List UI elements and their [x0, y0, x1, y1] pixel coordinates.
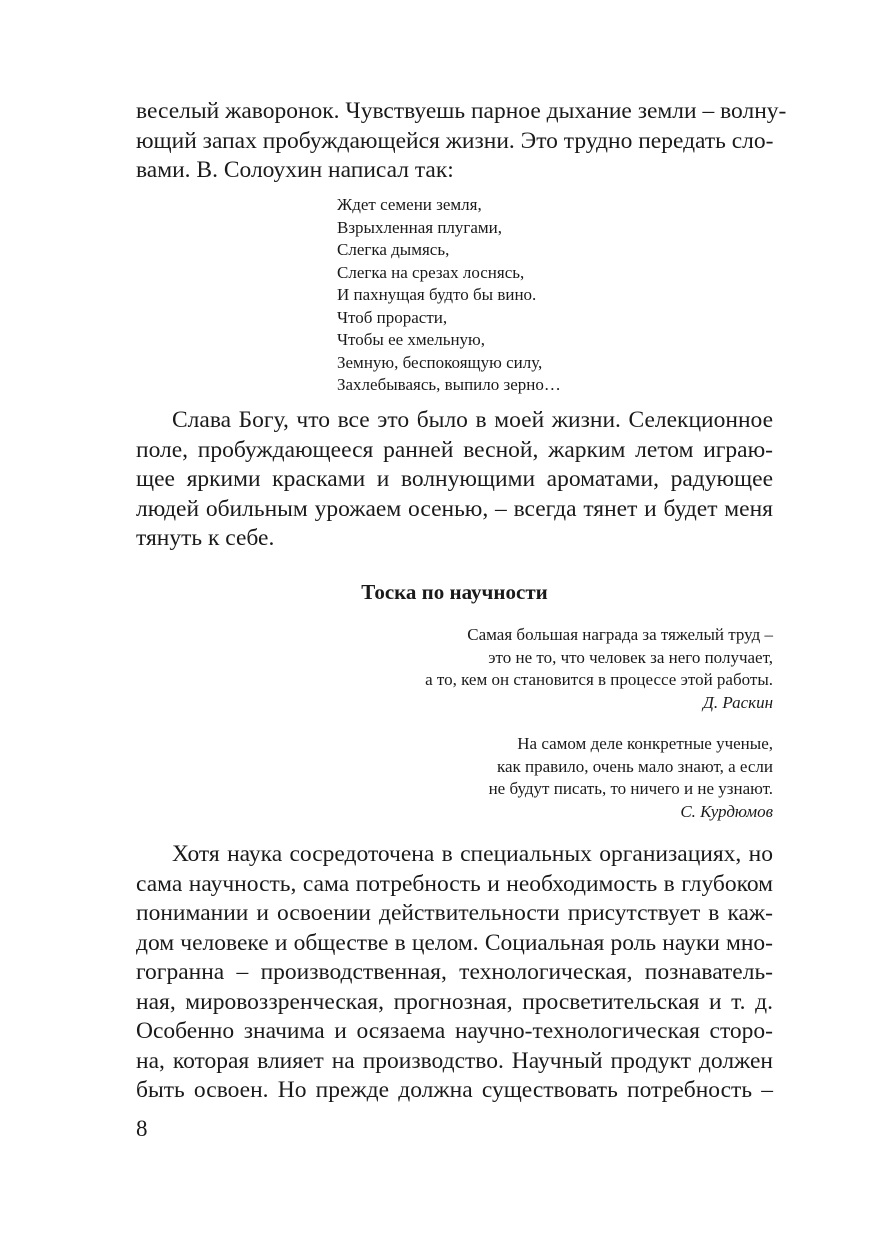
poem-quote [337, 194, 561, 397]
poem-line: И пахнущая будто бы вино. [337, 285, 537, 304]
epigraph-author: Д. Раскин [703, 692, 773, 712]
paragraph-line: понимании и освоении действительности присутствует в каж- [136, 900, 773, 926]
poem-line: Земную, беспокоящую силу, [337, 352, 543, 372]
epigraph-1 [425, 624, 773, 714]
paragraph-line: сама научность, сама потребность и необходимость в глубоком [136, 870, 773, 897]
epigraph-line: как правило, очень мало знают, а если [496, 756, 773, 776]
page-number: 8 [136, 1116, 148, 1141]
paragraph-1 [136, 97, 787, 186]
poem-line: Захлебываясь, выпило зерно… [337, 375, 561, 394]
paragraph-line: Слава Богу, что все это было в моей жизни. Селекционное [172, 407, 773, 433]
paragraph-line: поле, пробуждающееся ранней весной, жарким летом играю- [136, 436, 773, 463]
epigraph-author: С. Курдюмов [680, 801, 773, 821]
epigraph-2 [489, 733, 773, 823]
poem-line: Чтобы ее хмельную, [337, 330, 486, 349]
poem-line: Взрыхленная плугами, [337, 217, 503, 237]
paragraph-line: вами. В. Солоухин написал так: [136, 157, 454, 183]
epigraph-line: не будут писать, то ничего и не узнают. [488, 779, 773, 798]
paragraph-3 [136, 840, 773, 1106]
paragraph-line: людей обильным урожаем осенью, – всегда тянет и будет меня [136, 495, 773, 522]
paragraph-line: тянуть к себе. [136, 525, 275, 551]
paragraph-line: Хотя наука сосредоточена в специальных организациях, но [172, 841, 773, 867]
paragraph-line: ющий запах пробуждающейся жизни. Это трудно передать сло- [136, 127, 774, 154]
paragraph-line: ная, мировоззренческая, прогнозная, просветительская и т. д. [136, 988, 773, 1015]
paragraph-line: дом человеке и обществе в целом. Социальная роль науки мно- [136, 929, 773, 956]
epigraph-line: Самая большая награда за тяжелый труд – [467, 625, 773, 644]
poem-line: Слегка на срезах лоснясь, [337, 262, 525, 282]
poem-line: Слегка дымясь, [337, 240, 450, 259]
poem-line: Чтоб прорасти, [337, 307, 448, 327]
paragraph-line: щее яркими красками и волнующими ароматами, радующее [136, 466, 773, 492]
paragraph-line: Особенно значима и осязаема научно-технологическая сторо- [136, 1018, 773, 1044]
epigraph-line: это не то, что человек за него получает, [488, 647, 773, 667]
epigraph-line: На самом деле конкретные ученые, [517, 734, 773, 753]
poem-line: Ждет семени земля, [337, 195, 482, 214]
paragraph-line: быть освоен. Но прежде должна существовать потребность – [136, 1077, 773, 1103]
paragraph-line: веселый жаворонок. Чувствуешь парное дыхание земли – волну- [136, 98, 787, 124]
paragraph-line: на, которая влияет на производство. Научный продукт должен [136, 1047, 773, 1074]
section-heading: Тоска по научности [361, 580, 548, 604]
paragraph-2 [136, 406, 773, 554]
paragraph-line: гогранна – производственная, технологическая, познаватель- [136, 959, 773, 985]
epigraph-line: а то, кем он становится в процессе этой работы. [425, 670, 773, 689]
